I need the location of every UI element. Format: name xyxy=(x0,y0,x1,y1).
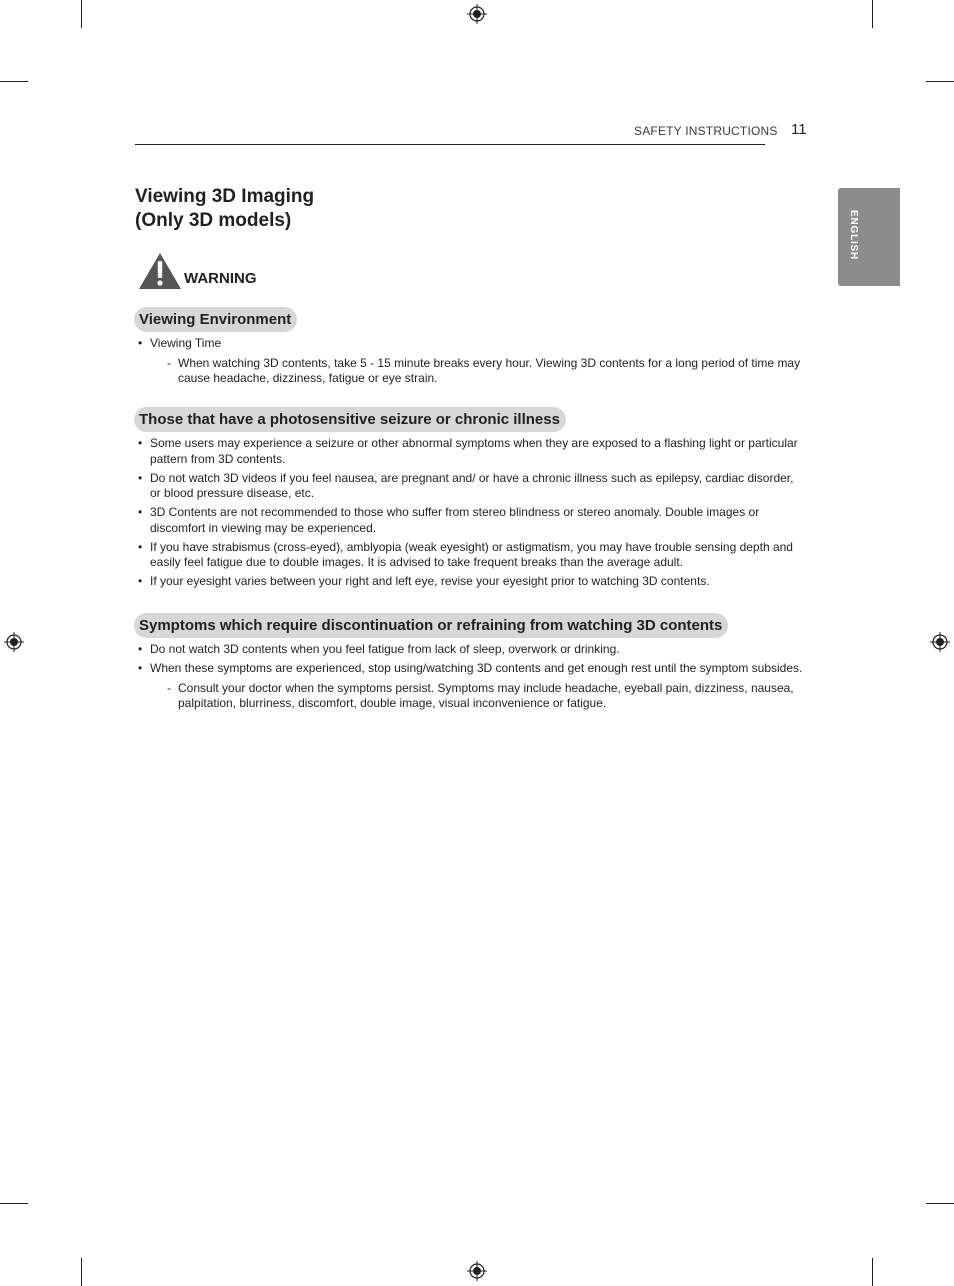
page-title xyxy=(135,185,314,233)
warning-label: WARNING xyxy=(184,270,257,287)
sub-item: - When watching 3D contents, take 5 - 15 minute breaks every hour. Viewing 3D contents for a long period of time may cause headache, dizziness, fatigue or eye strain. xyxy=(150,356,806,387)
header-rule xyxy=(135,144,765,145)
list-item-text: Viewing Time xyxy=(150,336,222,350)
crop-mark xyxy=(0,1203,28,1204)
photosensitive-seizure-list xyxy=(138,436,806,593)
page-title-line-2: (Only 3D models) xyxy=(135,210,292,231)
warning-triangle-icon xyxy=(138,252,182,290)
language-tab-label: ENGLISH xyxy=(848,210,859,261)
registration-mark-icon xyxy=(467,1261,487,1281)
running-header-section: SAFETY INSTRUCTIONS xyxy=(634,124,778,138)
list-item: • Do not watch 3D contents when you feel fatigue from lack of sleep, overwork or drinking. xyxy=(138,642,806,658)
viewing-environment-list xyxy=(138,336,806,390)
list-item: • If your eyesight varies between your right and left eye, revise your eyesight prior to watching 3D contents. xyxy=(138,574,806,590)
language-tab xyxy=(838,188,900,286)
crop-mark xyxy=(0,81,28,82)
symptoms-list xyxy=(138,642,806,715)
page-number: 11 xyxy=(791,121,807,138)
list-item: • Some users may experience a seizure or other abnormal symptoms when they are exposed to a flashing light or particular pattern from 3D contents. xyxy=(138,436,806,467)
section-heading-photosensitive-seizure: Those that have a photosensitive seizure or chronic illness xyxy=(134,407,566,432)
registration-mark-icon xyxy=(4,632,24,652)
list-item: • Do not watch 3D videos if you feel nausea, are pregnant and/ or have a chronic illness such as epilepsy, cardiac disorder, or blood pressure disease, etc. xyxy=(138,471,806,502)
section-heading-symptoms: Symptoms which require discontinuation or refraining from watching 3D contents xyxy=(134,613,728,638)
section-heading-viewing-environment: Viewing Environment xyxy=(134,307,297,332)
list-item xyxy=(138,661,806,712)
list-item xyxy=(138,336,806,387)
registration-mark-icon xyxy=(467,4,487,24)
page-title-line-1: Viewing 3D Imaging xyxy=(135,186,315,207)
crop-mark xyxy=(926,81,954,82)
crop-mark xyxy=(926,1203,954,1204)
sub-item: - Consult your doctor when the symptoms persist. Symptoms may include headache, eyeball pain, dizziness, nausea, palpitation, blurriness, discomfort, double image, visual inconvenience or fatigue. xyxy=(150,681,806,712)
crop-mark xyxy=(872,0,873,28)
list-item-text: When these symptoms are experienced, stop using/watching 3D contents and get enough rest until the symptom subsides. xyxy=(150,661,803,675)
crop-mark xyxy=(872,1258,873,1286)
crop-mark xyxy=(81,1258,82,1286)
crop-mark xyxy=(81,0,82,28)
registration-mark-icon xyxy=(930,632,950,652)
list-item: • 3D Contents are not recommended to those who suffer from stereo blindness or stereo anomaly. Double images or discomfort in viewing may be experienced. xyxy=(138,505,806,536)
list-item: • If you have strabismus (cross-eyed), amblyopia (weak eyesight) or astigmatism, you may have trouble sensing depth and easily feel fatigue due to double images. It is advised to take frequent breaks than the average adult. xyxy=(138,540,806,571)
